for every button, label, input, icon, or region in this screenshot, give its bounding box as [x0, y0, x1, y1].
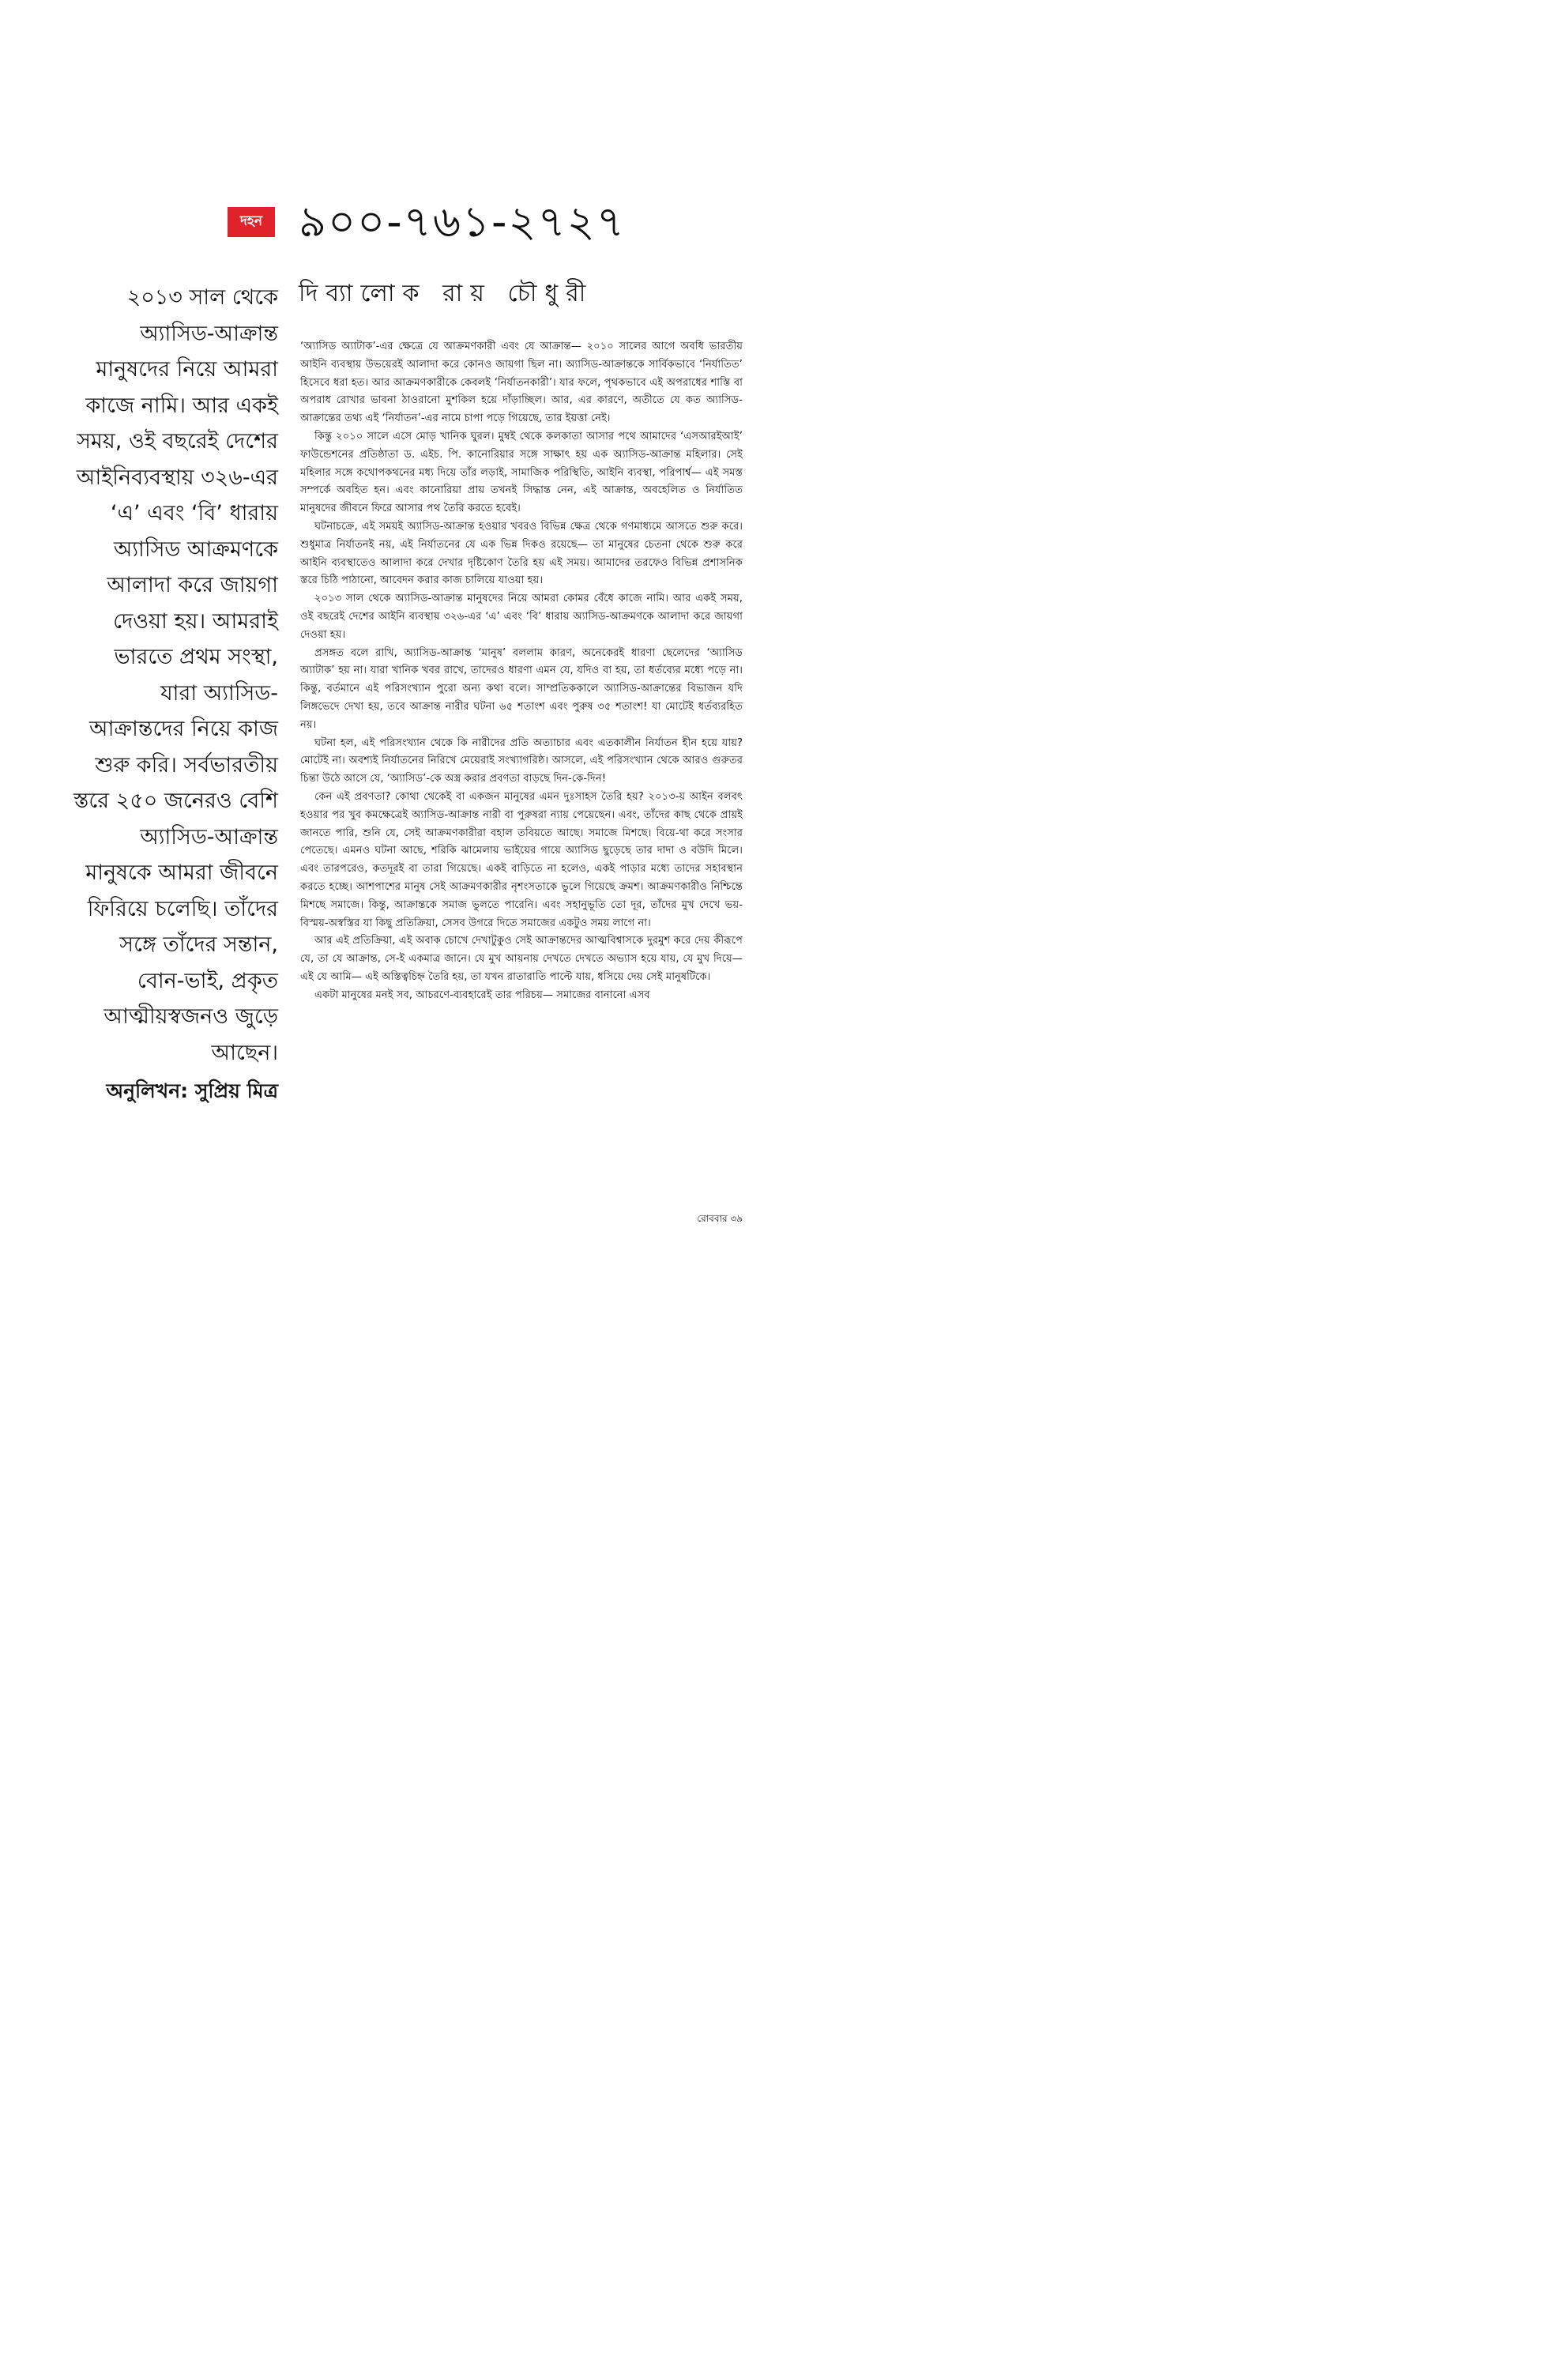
section-tag: দহন: [228, 207, 275, 237]
paragraph: একটা মানুষের মনই সব, আচরণে-ব্যবহারেই তার পরিচয়— সমাজের বানানো এসব: [314, 989, 650, 1001]
paragraph: প্রসঙ্গত বলে রাখি, অ্যাসিড-আক্রান্ত ‘মানুষ’ বললাম কারণ, অনেকেরই ধারণা ছেলেদের ‘অ্যাসিড অ্যাটাক’ হয় না। যারা খানিক খবর রাখে, তাদেরও ধারণা এমন যে, যদিও বা হয়, তা ধর্তব্যের মধ্যে পড়ে না। কিন্তু, বর্তমানে এই পরিসংখ্যান পুরো অন্য কথা বলে। সাম্প্রতিককালে অ্যাসিড-আক্রান্তের বিভাজন যদি লিঙ্গভেদে দেখা হয়, তবে আক্রান্ত নারীর ঘটনা ৬৫ শতাংশ এবং পুরুষ ৩৫ শতাংশ! যা মোটেই ধর্তব্যরহিত নয়।: [300, 646, 743, 731]
paragraph: ‘অ্যাসিড অ্যাটাক’-এর ক্ষেত্রে যে আক্রমণকারী এবং যে আক্রান্ত— ২০১০ সালের আগে অবধি ভারতীয় আইনি ব্যবস্থায় উভয়েরই আলাদা করে কোনও জায়গা ছিল না। অ্যাসিড-আক্রান্তকে সার্বিকভাবে ‘নির্যাতিত’ হিসেবে ধরা হত। আর আক্রমণকারীকে কেবলই ‘নির্যাতনকারী’। যার ফলে, পৃথকভাবে এই অপরাধের শাস্তি বা অপরাধ রোখার ভাবনা ঠাওরানো মুশকিল হয়ে দাঁড়াচ্ছিল। আর, এর কারণে, অতীতে যে কত অ্যাসিড-আক্রান্তের তথ্য এই ‘নির্যাতন’-এর নামে চাপা পড়ে গিয়েছে, তার ইয়ত্তা নেই।: [300, 341, 743, 425]
paragraph: ঘটনাচক্রে, এই সময়ই অ্যাসিড-আক্রান্ত হওয়ার খবরও বিভিন্ন ক্ষেত্র থেকে গণমাধ্যমে আসতে শুরু করে। শুধুমাত্র নির্যাতনই নয়, এই নির্যাতনের যে এক ভিন্ন দিকও রয়েছে— তা মানুষের চেতনা থেকে শুরু করে আইনি ব্যবস্থাতেও আলাদা করে দেখার দৃষ্টিকোণ তৈরি হয় এই সময়। আমাদের তরফেও বিভিন্ন প্রশাসনিক স্তরে চিঠি পাঠানো, আবেদন করার কাজ চালিয়ে যাওয়া হয়।: [300, 520, 743, 587]
paragraph: কেন এই প্রবণতা? কোথা থেকেই বা একজন মানুষের এমন দুঃসাহস তৈরি হয়? ২০১৩-য় আইন বলবৎ হওয়ার পর খুব কমক্ষেত্রেই অ্যাসিড-আক্রান্ত নারী বা পুরুষরা ন্যায় পেয়েছেন। এবং, তাঁদের কাছ থেকে প্রায়ই জানতে পারি, শুনি যে, সেই আক্রমণকারীরা বহাল তবিয়তে আছে। সমাজে মিশছে। বিয়ে-থা করে সংসার পেতেছে। এমনও ঘটনা আছে, শরিকি ঝামেলায় ভাইয়ের গায়ে অ্যাসিড ছুড়েছে তার দাদা ও বউদি মিলে। এবং তারপরেও, কতদূরই বা তারা গিয়েছে। একই বাড়িতে না হলেও, একই পাড়ার মধ্যে তাদের সহাবস্থান করতে হচ্ছে। আশপাশের মানুষ সেই আক্রমণকারীর নৃশংসতাকে ভুলে গিয়েছে ক্রমশ। আক্রমণকারীও নিশ্চিন্তে মিশছে সমাজে। কিন্তু, আক্রান্তকে সমাজ ভুলতে পারেনি। এবং সহানুভূতি তো দূর, তাঁদের মুখ দেখে ভয়-বিস্ময়-অস্বস্তির যা কিছু প্রতিক্রিয়া, সেসব উগরে দিতে সমাজের একটুও সময় লাগে না।: [300, 790, 743, 929]
pull-quote-column: [71, 280, 278, 1107]
paragraph: ঘটনা হল, এই পরিসংখ্যান থেকে কি নারীদের প্রতি অত্যাচার এবং এতকালীন নির্যাতন হীন হয়ে যায়? মোটেই না। অবশ্যই নির্যাতনের নিরিখে মেয়েরাই সংখ্যাগরিষ্ঠ। আসলে, এই পরিসংখ্যান থেকে আরও গুরুতর চিন্তা উঠে আসে যে, ‘অ্যাসিড’-কে অস্ত্র করার প্রবণতা বাড়ছে দিন-কে-দিন!: [300, 736, 743, 785]
byline: দিব্যালোক রায় চৌধুরী: [299, 280, 594, 307]
paragraph: কিন্তু ২০১০ সালে এসে মোড় খানিক ঘুরল। মুম্বই থেকে কলকাতা আসার পথে আমাদের ‘এসআরইআই’ ফাউন্ডেশনের প্রতিষ্ঠাতা ড. এইচ. পি. কানোরিয়ার সঙ্গে সাক্ষাৎ হয় এক অ্যাসিড-আক্রান্ত মহিলার। সেই মহিলার সঙ্গে কথোপকথনের মধ্য দিয়ে তাঁর লড়াই, সামাজিক পরিস্থিতি, আইনি ব্যবস্থা, পরিপার্শ্ব— এই সমস্ত সম্পর্কে অবহিত হন। এবং কানোরিয়া প্রায় তখনই সিদ্ধান্ত নেন, এই আক্রান্ত, অবহেলিত ও নির্যাতিত মানুষদের জীবনে ফিরে আসার পথ তৈরি করতে হবেই।: [300, 430, 743, 515]
headline: ৯০০-৭৬১-২৭২৭: [299, 197, 626, 247]
pull-quote: ২০১৩ সাল থেকে অ্যাসিড-আক্রান্ত মানুষদের নিয়ে আমরা কাজে নামি। আর একই সময়, ওই বছরেই দেশের আইনিব্যবস্থায় ৩২৬-এর ‘এ’ এবং ‘বি’ ধারায় অ্যাসিড আক্রমণকে আলাদা করে জায়গা দেওয়া হয়। আমরাই ভারতে প্রথম সংস্থা, যারা অ্যাসিড-আক্রান্তদের নিয়ে কাজ শুরু করি। সর্বভারতীয় স্তরে ২৫০ জনেরও বেশি অ্যাসিড-আক্রান্ত মানুষকে আমরা জীবনে ফিরিয়ে চলেছি। তাঁদের সঙ্গে তাঁদের সন্তান, বোন-ভাই, প্রকৃত আত্মীয়স্বজনও জুড়ে আছেন।: [73, 285, 278, 1065]
paragraph: ২০১৩ সাল থেকে অ্যাসিড-আক্রান্ত মানুষদের নিয়ে আমরা কোমর বেঁধে কাজে নামি। আর একই সময়, ওই বছরেই দেশের আইনি ব্যবস্থায় ৩২৬-এর ‘এ’ এবং ‘বি’ ধারায় অ্যাসিড-আক্রমণকে আলাদা করে জায়গা দেওয়া হয়।: [300, 593, 743, 641]
paragraph: আর এই প্রতিক্রিয়া, এই অবাক চোখে দেখাটুকুও সেই আক্রান্তদের আত্মবিশ্বাসকে দুরমুশ করে দেয় কীরূপে যে, তা যে আক্রান্ত, সে-ই একমাত্র জানে। যে মুখ আয়নায় দেখতে দেখতে অভ্যাস হয়ে যায়, যে মুখ দিয়ে— এই যে আমি— এই অস্তিত্বচিহ্ন তৈরি হয়, তা যখন রাতারাতি পাল্টে যায়, ধসিয়ে দেয় সেই মানুষটিকে।: [300, 935, 743, 983]
transcriber-credit: অনুলিখন: সুপ্রিয় মিত্র: [106, 1079, 278, 1102]
article-body: [300, 338, 743, 1004]
page-folio: রোববার ৩৯: [697, 1213, 743, 1224]
